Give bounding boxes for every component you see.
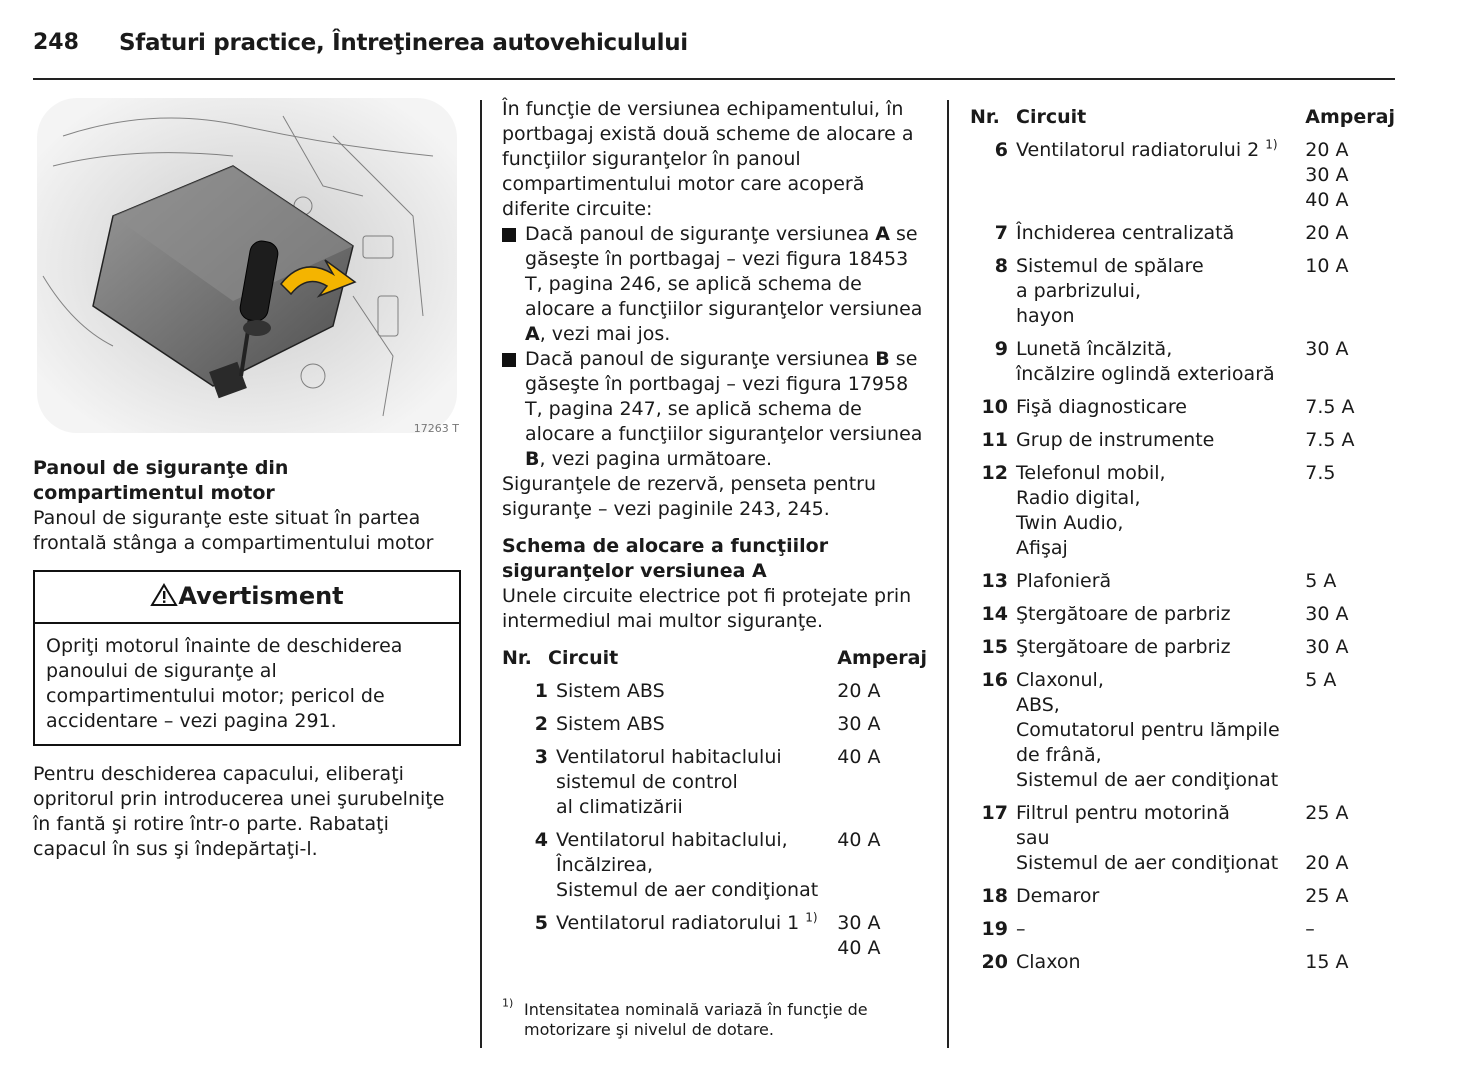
- fuse-amperage: [1305, 876, 1395, 909]
- header-circuit: Circuit: [548, 647, 619, 669]
- bullet-b-text-2: se găseşte în portbagaj – vezi figura 17958 T, pagina 247, se aplică schema de alocare a funcţiilor siguranţelor versiunea: [525, 348, 923, 445]
- column-divider-right: [947, 100, 949, 1048]
- circuit-line: [1016, 718, 1305, 743]
- page-header: [33, 28, 1395, 80]
- circuit-line-text: Ştergătoare de parbriz: [1016, 636, 1231, 658]
- fuse-row: [502, 704, 927, 737]
- fuse-circuit: [1008, 246, 1305, 329]
- amperage-value: 40 A: [837, 829, 881, 851]
- header-nr: Nr.: [970, 106, 1000, 128]
- circuit-line-text: al climatizării: [556, 796, 683, 818]
- fuse-row: [970, 453, 1395, 561]
- circuit-line-text: Sistemul de spălare: [1016, 255, 1204, 277]
- circuit-line-text: a parbrizului,: [1016, 280, 1142, 302]
- amperage-value: 25 A: [1305, 885, 1349, 907]
- bullet-version-b: [502, 347, 930, 472]
- amperage-value: –: [1305, 918, 1315, 940]
- bullet-version-a: [502, 222, 930, 347]
- fuse-row: [502, 820, 927, 903]
- circuit-line: [556, 745, 837, 770]
- circuit-line-text: Sistem ABS: [556, 680, 665, 702]
- circuit-line-text: Închiderea centralizată: [1016, 222, 1235, 244]
- amperage-value: 40 A: [837, 937, 881, 959]
- circuit-line: [1016, 668, 1305, 693]
- fuse-amperage: [1305, 942, 1395, 975]
- circuit-line: [556, 828, 837, 853]
- circuit-line: [1016, 917, 1305, 942]
- fuse-number: 16: [981, 669, 1008, 691]
- amperage-value: 20 A: [1305, 852, 1349, 874]
- circuit-line-text: –: [1016, 918, 1026, 940]
- fuse-amperage: [1305, 213, 1395, 246]
- bullet-b-letter-2: B: [525, 448, 540, 470]
- circuit-line: [556, 853, 837, 878]
- bullet-a-text-3: , vezi mai jos.: [539, 323, 671, 345]
- fuse-circuit: [1008, 627, 1305, 660]
- fuse-number: 7: [994, 222, 1008, 244]
- fuse-circuit: [1008, 387, 1305, 420]
- header-amperage: Amperaj: [837, 647, 927, 669]
- fuse-circuit: [1008, 909, 1305, 942]
- fuse-amperage: [1305, 627, 1395, 660]
- amperage-value: 20 A: [837, 680, 881, 702]
- circuit-line: [1016, 138, 1305, 163]
- circuit-line: [1016, 851, 1305, 876]
- circuit-line: [1016, 511, 1305, 536]
- fuse-amperage: [1305, 453, 1395, 561]
- fuse-circuit: [1008, 453, 1305, 561]
- left-column: [33, 96, 461, 862]
- fuse-table-1: [502, 646, 927, 961]
- fuse-amperage: [837, 820, 927, 903]
- fuse-number: 13: [981, 570, 1008, 592]
- circuit-line: [556, 770, 837, 795]
- footnote-text: Intensitatea nominală variază în funcţie de motorizare şi nivelul de dotare.: [524, 1000, 868, 1039]
- intro-text: În funcţie de versiunea echipamentului, în portbagaj există două scheme de alocare a funcţiilor siguranţelor în panoul compartimentului motor care acoperă diferite circuite:: [502, 98, 914, 220]
- fuse-circuit: [1008, 660, 1305, 793]
- fuse-circuit: [1008, 793, 1305, 876]
- fuse-number: 4: [534, 829, 548, 851]
- fuse-row: [970, 561, 1395, 594]
- bullet-a-text-2: se găseşte în portbagaj – vezi figura 18453 T, pagina 246, se aplică schema de alocare a funcţiilor siguranţelor versiunea: [525, 223, 923, 320]
- fuse-circuit: [548, 820, 837, 903]
- amperage-value: 30 A: [1305, 603, 1349, 625]
- fuse-number: 12: [981, 462, 1008, 484]
- fuse-number: 9: [994, 338, 1008, 360]
- circuit-line-text: Claxonul,: [1016, 669, 1104, 691]
- fuse-row: [970, 246, 1395, 329]
- fuse-amperage: [1305, 329, 1395, 387]
- circuit-line-text: Radio digital,: [1016, 487, 1141, 509]
- circuit-line: [1016, 428, 1305, 453]
- circuit-line: [1016, 536, 1305, 561]
- header-amperage: Amperaj: [1305, 106, 1395, 128]
- fuse-circuit: [1008, 130, 1305, 213]
- circuit-line: [1016, 221, 1305, 246]
- circuit-line-text: Sistem ABS: [556, 713, 665, 735]
- circuit-line: [556, 911, 837, 936]
- caption-text: Panoul de siguranţe este situat în partea frontală stânga a compartimentului motor: [33, 507, 434, 554]
- circuit-line: [556, 795, 837, 820]
- amperage-value: 20 A: [1305, 222, 1349, 244]
- bullet-b-text-1: Dacă panoul de siguranţe versiunea: [525, 348, 876, 370]
- circuit-line-text: Demaror: [1016, 885, 1100, 907]
- footnote-ref: 1): [1265, 137, 1278, 152]
- amperage-value: 40 A: [837, 746, 881, 768]
- circuit-line: [1016, 395, 1305, 420]
- circuit-line: [1016, 884, 1305, 909]
- circuit-line-text: sau: [1016, 827, 1050, 849]
- amperage-value: 30 A: [1305, 338, 1349, 360]
- fuse-amperage: [1305, 246, 1395, 329]
- circuit-line-text: Comutatorul pentru lămpile: [1016, 719, 1280, 741]
- amperage-value: 7.5 A: [1305, 396, 1355, 418]
- circuit-line-text: Sistemul de aer condiţionat: [556, 879, 819, 901]
- fuse-row: [970, 660, 1395, 793]
- fuse-circuit: [1008, 876, 1305, 909]
- circuit-line-text: Sistemul de aer condiţionat: [1016, 769, 1279, 791]
- circuit-line-text: Claxon: [1016, 951, 1081, 973]
- circuit-line: [1016, 337, 1305, 362]
- bullet-a-text-1: Dacă panoul de siguranţe versiunea: [525, 223, 876, 245]
- circuit-line-text: de frână,: [1016, 744, 1102, 766]
- warning-text: Opriţi motorul înainte de deschiderea panoului de siguranţe al compartimentului motor; pericol de accidentare – vezi pagina 291.: [46, 635, 403, 732]
- circuit-line-text: Telefonul mobil,: [1016, 462, 1166, 484]
- fuse-amperage: [1305, 130, 1395, 213]
- fuse-number: 10: [981, 396, 1008, 418]
- circuit-line-text: Ventilatorul radiatorului 2: [1016, 139, 1260, 161]
- scheme-a-text: Unele circuite electrice pot fi protejate prin intermediul mai multor siguranţe.: [502, 585, 912, 632]
- fuse-number: 15: [981, 636, 1008, 658]
- circuit-line: [1016, 768, 1305, 793]
- circuit-line: [556, 712, 837, 737]
- fuse-circuit: [1008, 329, 1305, 387]
- amperage-value: [1305, 826, 1395, 851]
- fuse-amperage: [1305, 594, 1395, 627]
- fuse-circuit: [1008, 420, 1305, 453]
- fuse-row: [970, 130, 1395, 213]
- fuse-row: [502, 671, 927, 704]
- spare-fuses-text: Siguranţele de rezervă, penseta pentru siguranţe – vezi paginile 243, 245.: [502, 473, 877, 520]
- fuse-number: 8: [994, 255, 1008, 277]
- circuit-line: [1016, 279, 1305, 304]
- circuit-line: [556, 878, 837, 903]
- header-circuit: Circuit: [1016, 106, 1087, 128]
- circuit-line-text: Ventilatorul habitaclului: [556, 746, 782, 768]
- circuit-line-text: Filtrul pentru motorină: [1016, 802, 1230, 824]
- circuit-line: [1016, 602, 1305, 627]
- fuse-amperage: [837, 704, 927, 737]
- amperage-value: 40 A: [1305, 189, 1349, 211]
- fuse-row: [970, 420, 1395, 453]
- fuse-table-2: [970, 105, 1395, 975]
- fuse-amperage: [1305, 660, 1395, 793]
- circuit-line: [1016, 461, 1305, 486]
- fuse-row: [970, 387, 1395, 420]
- footnote-mark: 1): [502, 996, 514, 1010]
- circuit-line-text: sistemul de control: [556, 771, 738, 793]
- fuse-amperage: [1305, 561, 1395, 594]
- warning-box: [33, 570, 461, 746]
- fuse-row: [502, 903, 927, 961]
- fuse-row: [502, 737, 927, 820]
- fuse-number: 18: [981, 885, 1008, 907]
- page-title: Sfaturi practice, Întreţinerea autovehiculului: [119, 30, 688, 56]
- bullet-b-letter: B: [875, 348, 890, 370]
- circuit-line-text: Încălzirea,: [556, 854, 654, 876]
- fuse-circuit: [548, 671, 837, 704]
- circuit-line-text: Sistemul de aer condiţionat: [1016, 852, 1279, 874]
- engine-fuse-box-drawing: [33, 96, 461, 441]
- circuit-line-text: Ventilatorul habitaclului,: [556, 829, 788, 851]
- circuit-line: [556, 679, 837, 704]
- fuse-row: [970, 329, 1395, 387]
- circuit-line: [1016, 362, 1305, 387]
- fuse-circuit: [1008, 942, 1305, 975]
- amperage-value: 7.5: [1305, 462, 1336, 484]
- amperage-value: 25 A: [1305, 802, 1349, 824]
- fuse-row: [970, 793, 1395, 876]
- fuse-number: 19: [981, 918, 1008, 940]
- fuse-number: 3: [534, 746, 548, 768]
- fuse-number: 20: [981, 951, 1008, 973]
- amperage-value: 30 A: [1305, 636, 1349, 658]
- caption-title: Panoul de siguranţe din compartimentul motor: [33, 457, 289, 504]
- footnote: [502, 998, 922, 1040]
- circuit-line: [1016, 254, 1305, 279]
- footnote-ref: 1): [805, 910, 818, 925]
- circuit-line: [1016, 826, 1305, 851]
- circuit-line: [1016, 486, 1305, 511]
- fuse-amperage: [837, 737, 927, 820]
- fuse-number: 11: [981, 429, 1008, 451]
- figure-code: 17263 T: [413, 422, 459, 435]
- fuse-row: [970, 942, 1395, 975]
- fuse-number: 1: [534, 680, 548, 702]
- circuit-line-text: Lunetă încălzită,: [1016, 338, 1173, 360]
- fuse-row: [970, 594, 1395, 627]
- fuse-number: 6: [994, 139, 1008, 161]
- circuit-line: [1016, 743, 1305, 768]
- amperage-value: 30 A: [837, 713, 881, 735]
- fuse-circuit: [548, 903, 837, 961]
- middle-column: [502, 97, 930, 961]
- fuse-number: 2: [534, 713, 548, 735]
- fuse-circuit: [1008, 594, 1305, 627]
- fuse-row: [970, 213, 1395, 246]
- fuse-circuit: [548, 737, 837, 820]
- circuit-line: [1016, 569, 1305, 594]
- circuit-line-text: Twin Audio,: [1016, 512, 1124, 534]
- circuit-line-text: hayon: [1016, 305, 1075, 327]
- circuit-line-text: ABS,: [1016, 694, 1060, 716]
- fuse-amperage: [1305, 793, 1395, 876]
- bullet-a-letter: A: [875, 223, 890, 245]
- circuit-line-text: Grup de instrumente: [1016, 429, 1215, 451]
- warning-title: Avertisment: [178, 582, 344, 610]
- header-nr: Nr.: [502, 647, 532, 669]
- amperage-value: 30 A: [1305, 164, 1349, 186]
- column-divider-left: [480, 100, 482, 1048]
- fuse-number: 17: [981, 802, 1008, 824]
- circuit-line: [1016, 950, 1305, 975]
- open-cover-instructions: Pentru deschiderea capacului, eliberaţi opritorul prin introducerea unei şurubelniţe în fantă şi rotire într-o parte. Rabataţi capacul în sus şi îndepărtaţi-l.: [33, 763, 445, 860]
- circuit-line-text: încălzire oglindă exterioară: [1016, 363, 1275, 385]
- warning-header: [35, 572, 459, 624]
- amperage-value: 10 A: [1305, 255, 1349, 277]
- amperage-value: 7.5 A: [1305, 429, 1355, 451]
- fuse-number: 5: [534, 912, 548, 934]
- fuse-box-illustration: [33, 96, 461, 441]
- fuse-amperage: [837, 671, 927, 704]
- circuit-line: [1016, 693, 1305, 718]
- amperage-value: 15 A: [1305, 951, 1349, 973]
- amperage-value: 5 A: [1305, 570, 1337, 592]
- fuse-circuit: [1008, 561, 1305, 594]
- bullet-square-icon: [502, 353, 516, 367]
- circuit-line-text: Fişă diagnosticare: [1016, 396, 1187, 418]
- bullet-b-text-3: , vezi pagina următoare.: [539, 448, 773, 470]
- circuit-line: [1016, 304, 1305, 329]
- amperage-value: 30 A: [837, 912, 881, 934]
- scheme-a-heading: Schema de alocare a funcţiilor siguranţelor versiunea A: [502, 535, 829, 582]
- circuit-line-text: Ventilatorul radiatorului 1: [556, 912, 800, 934]
- circuit-line-text: Afişaj: [1016, 537, 1068, 559]
- fuse-circuit: [548, 704, 837, 737]
- circuit-line: [1016, 801, 1305, 826]
- fuse-number: 14: [981, 603, 1008, 625]
- fuse-circuit: [1008, 213, 1305, 246]
- page-number: 248: [33, 30, 79, 55]
- amperage-value: 5 A: [1305, 669, 1337, 691]
- bullet-a-letter-2: A: [525, 323, 540, 345]
- warning-triangle-icon: [150, 583, 178, 607]
- fuse-amperage: [1305, 387, 1395, 420]
- amperage-value: 20 A: [1305, 139, 1349, 161]
- fuse-row: [970, 876, 1395, 909]
- circuit-line-text: Plafonieră: [1016, 570, 1112, 592]
- fuse-amperage: [1305, 909, 1395, 942]
- fuse-amperage: [837, 903, 927, 961]
- fuse-amperage: [1305, 420, 1395, 453]
- bullet-square-icon: [502, 228, 516, 242]
- circuit-line: [1016, 635, 1305, 660]
- circuit-line-text: Ştergătoare de parbriz: [1016, 603, 1231, 625]
- fuse-row: [970, 627, 1395, 660]
- fuse-row: [970, 909, 1395, 942]
